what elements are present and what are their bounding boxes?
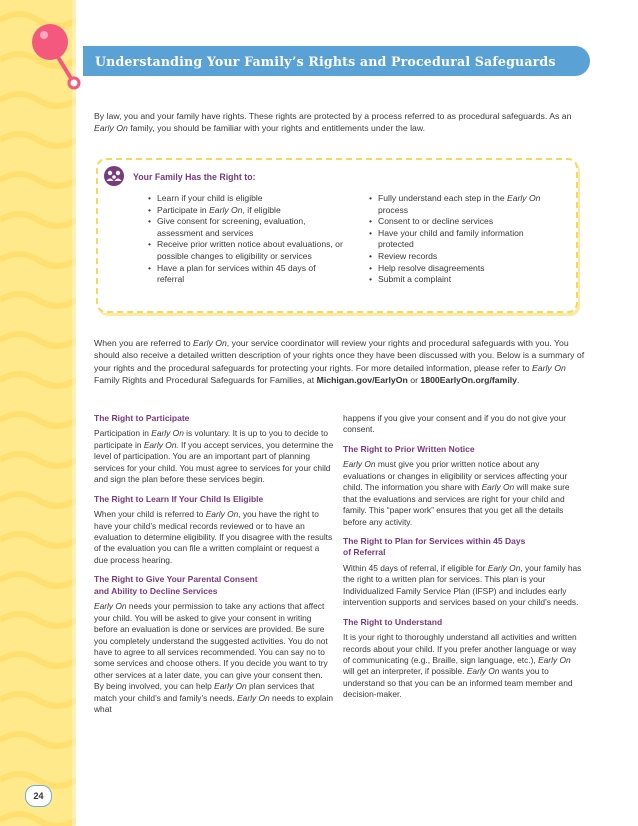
- rights-list-right: [369, 193, 559, 286]
- item-text: process: [378, 204, 409, 215]
- item-text: Fully understand each step in the: [378, 193, 507, 203]
- body-italic: Early On.: [143, 439, 179, 450]
- page-title: Understanding Your Family’s Rights and Procedural Safeguards: [95, 53, 556, 69]
- summary-text: .: [516, 374, 520, 385]
- rights-box-title: Your Family Has the Right to:: [133, 172, 256, 182]
- rights-list-item: [369, 193, 559, 216]
- page-number-badge: [25, 785, 52, 807]
- rights-list-item: [369, 274, 559, 286]
- right-column: [343, 413, 583, 709]
- wavy-side-stripe: [0, 0, 76, 826]
- body-text: When your child is referred to: [94, 509, 206, 520]
- plan-paragraph: [343, 563, 583, 609]
- body-text: It is your right to thoroughly understand all activities and written records about your child. If you prefer another language or way of communicating (e.g., Braille, sign language, etc.),: [343, 632, 577, 665]
- heading-line-2: of Referral: [343, 547, 386, 558]
- rights-list-item: [148, 193, 343, 205]
- pin-decoration-icon: [30, 22, 90, 92]
- heading-right-to-consent: [94, 574, 334, 597]
- heading-line-1: The Right to Plan for Services within 45 Days: [343, 536, 526, 547]
- body-italic: Early On: [94, 601, 127, 612]
- heading-right-to-plan: [343, 536, 583, 559]
- body-italic: Early On: [481, 482, 515, 493]
- body-text: needs to explain what: [94, 692, 333, 715]
- summary-text: When you are referred to: [94, 338, 193, 348]
- body-text: plan services that match your child’s and family’s needs.: [94, 681, 315, 703]
- body-text: Within 45 days of referral, if eligible for: [343, 562, 488, 573]
- consent-paragraph: [94, 601, 334, 716]
- body-text: wants you to understand so that you can be an informed team member and decision-maker.: [343, 666, 573, 700]
- intro-italic: Early On: [94, 123, 128, 134]
- heading-right-to-understand: The Right to Understand: [343, 616, 443, 627]
- heading-right-to-learn-eligible: The Right to Learn If Your Child Is Eligible: [94, 493, 264, 504]
- item-text: Have a plan for services within 45 days of referral: [157, 262, 316, 285]
- item-text: Participate in: [157, 204, 210, 215]
- summary-text: or: [407, 374, 421, 385]
- body-italic: Early On: [538, 654, 571, 665]
- intro-text-2: family, you should be familiar with your rights and entitlements under the law.: [127, 123, 426, 134]
- body-text: , you have the right to have your child’s medical records reviewed or to have an evaluation to determine eligibility. If you disagree with the results of the evaluation you can file a written complaint or request a due process hearing.: [94, 509, 333, 565]
- rights-list-item: [148, 216, 343, 239]
- item-italic: Early On: [507, 193, 541, 203]
- item-italic: Early On: [209, 204, 243, 215]
- body-text: will make sure that the evaluations and services are right for your child and family. This “paper work” ensures that you get all the details before any activity.: [343, 482, 570, 527]
- summary-text: Family Rights and Procedural Safeguards for Families, at: [94, 374, 317, 385]
- body-italic: Early On: [151, 428, 184, 439]
- item-text: Consent to or decline services: [378, 216, 494, 227]
- notice-paragraph: [343, 459, 583, 528]
- rights-list-item: [369, 251, 559, 263]
- body-italic: Early On: [214, 681, 247, 692]
- item-text: , if eligible: [242, 204, 281, 215]
- rights-list-item: [369, 216, 559, 228]
- earlyon-family-link[interactable]: 1800EarlyOn.org/family: [420, 374, 517, 385]
- rights-box: [96, 158, 578, 313]
- summary-italic: Early On: [193, 338, 227, 348]
- body-text: Participation in: [94, 428, 152, 439]
- item-text: Help resolve disagreements: [378, 262, 485, 273]
- intro-paragraph: [94, 110, 590, 135]
- rights-list-item: [369, 263, 559, 275]
- participate-paragraph: [94, 428, 334, 485]
- body-italic: Early On: [237, 692, 270, 703]
- rights-list-item: [148, 239, 343, 262]
- michigan-link[interactable]: Michigan.gov/EarlyOn: [316, 374, 408, 385]
- body-text: If you accept services, you determine the level of participation. You are an important part of planning services for your child. You must agree to services for your child and sign the plan before these services begin.: [94, 439, 334, 485]
- family-icon: [104, 166, 124, 186]
- eligible-paragraph: [94, 509, 334, 566]
- understand-paragraph: [343, 632, 583, 701]
- summary-text: , your service coordinator will review your rights and procedural safeguards with you. You should also receive a detailed written description of your rights once they have been discussed with you. Below is a summary of your rights and the procedural safeguards for protecting your rights. For more detailed information, please refer to: [94, 338, 585, 373]
- rights-list-item: [148, 205, 343, 217]
- body-italic: Early On: [343, 459, 376, 470]
- item-text: Give consent for screening, evaluation, assessment and services: [157, 216, 306, 238]
- header-bar: [83, 46, 590, 76]
- rights-list-item: [148, 263, 343, 286]
- body-text: , your family has the right to a written plan for services. This plan is your Individualized Family Service Plan (IFSP) and includes early intervention supports and services based on your child’s needs.: [343, 562, 582, 608]
- item-text: Learn if your child is eligible: [157, 193, 263, 203]
- heading-right-to-prior-notice: The Right to Prior Written Notice: [343, 443, 475, 454]
- wavy-stripe-pattern: [0, 0, 76, 826]
- item-text: Receive prior written notice about evaluations, or possible changes to eligibility or services: [157, 239, 343, 261]
- consent-continued-paragraph: happens if you give your consent and if you do not give your consent.: [343, 413, 567, 435]
- body-text: is voluntary. It is up to you to decide to participate in: [94, 428, 329, 450]
- page-number: 24: [33, 791, 44, 801]
- body-italic: Early On: [466, 666, 500, 677]
- left-column: [94, 413, 334, 724]
- body-text: needs your permission to take any actions that affect your child. You will be asked to give your consent in writing before an evaluation is done or services are provided. Be sure you completely understand the suggested activities. You do not have to agree to all services recommended. You can say no to some services and choose others. If you decide you want to try other services at a later date, you can give your consent then. By being involved, you can help: [94, 601, 328, 692]
- item-text: Submit a complaint: [378, 274, 452, 285]
- summary-italic: Early On: [531, 362, 566, 373]
- rights-list-left: [148, 193, 343, 286]
- body-italic: Early On: [205, 509, 239, 520]
- body-text: will get an interpreter, if possible.: [343, 666, 467, 677]
- body-text: must give you prior written notice about any evaluations or changes in eligibility or services affecting your child. The information you share with: [343, 459, 568, 493]
- item-text: Review records: [378, 250, 438, 261]
- item-text: Have your child and family information protected: [378, 227, 524, 250]
- summary-paragraph: [94, 337, 590, 386]
- intro-text-1: By law, you and your family have rights. These rights are protected by a process referred to as procedural safeguards. As an: [94, 111, 572, 121]
- heading-line-1: The Right to Give Your Parental Consent: [94, 574, 258, 585]
- heading-line-2: and Ability to Decline Services: [94, 585, 218, 596]
- rights-list-item: [369, 228, 559, 251]
- heading-right-to-participate: The Right to Participate: [94, 413, 190, 423]
- body-italic: Early On: [487, 562, 521, 573]
